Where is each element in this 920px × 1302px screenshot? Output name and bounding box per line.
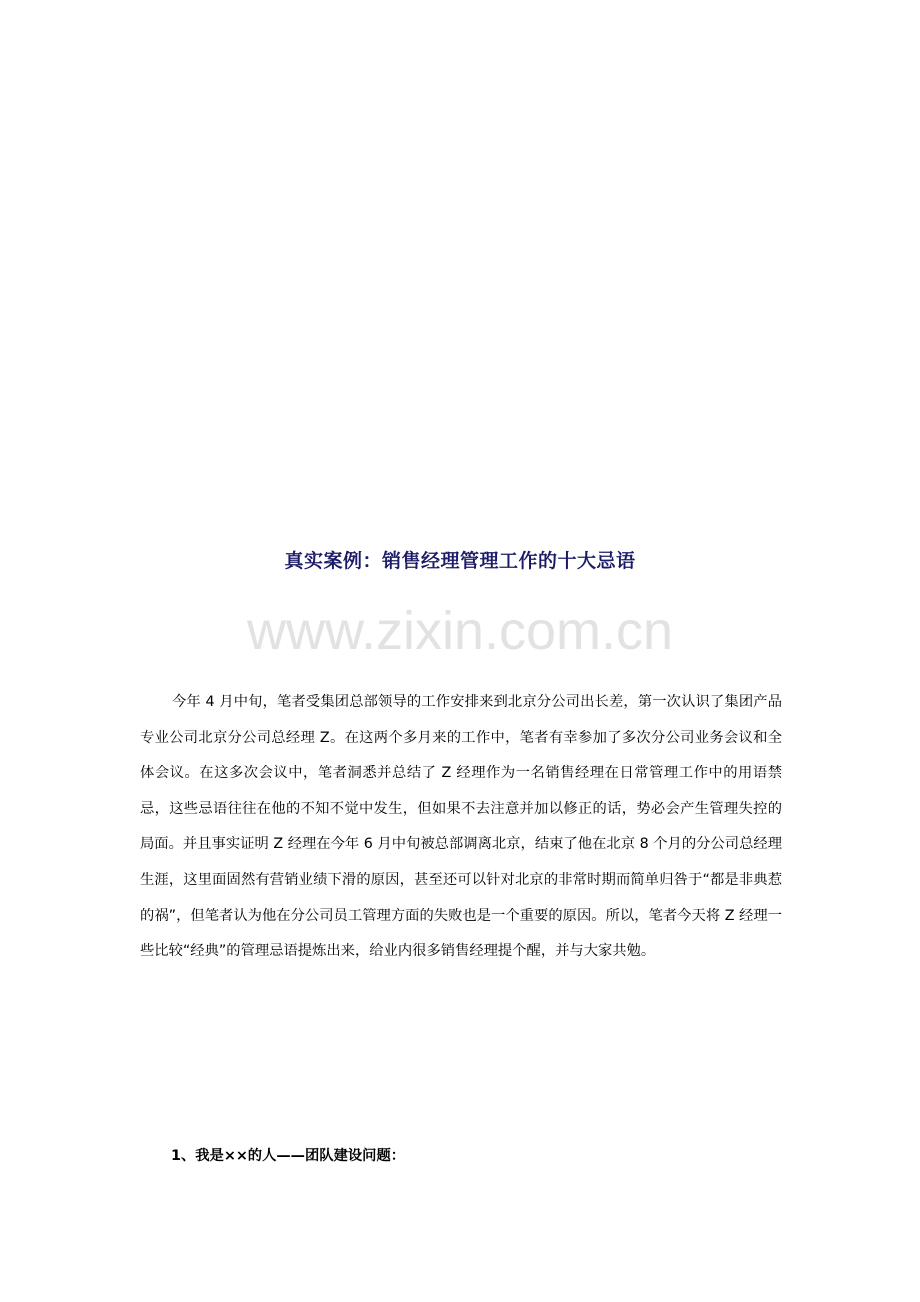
intro-paragraph: 今年 4 月中旬，笔者受集团总部领导的工作安排来到北京分公司出长差，第一次认识了集团产品专业公司北京分公司总经理 Z。在这两个多月来的工作中，笔者有幸参加了多次分公司业务会议和全体会议。在这多次会议中，笔者洞悉并总结了 Z 经理作为一名销售经理在日常管理工作中的用语禁忌，这些忌语往往在他的不知不觉中发生，但如果不去注意并加以修正的话，势必会产生管理失控的局面。并且事实证明 Z 经理在今年 6 月中旬被总部调离北京，结束了他在北京 8 个月的分公司总经理生涯，这里面固然有营销业绩下滑的原因，甚至还可以针对北京的非常时期而简单归咎于“都是非典惹的祸”，但笔者认为他在分公司员工管理方面的失败也是一个重要的原因。所以，笔者今天将 Z 经理一些比较“经典”的管理忌语提炼出来，给业内很多销售经理提个醒，并与大家共勉。 bbox=[140, 694, 782, 960]
watermark: www.zixin.com.cn bbox=[246, 601, 674, 661]
section-1-heading: 1、我是××的人——团队建设问题： bbox=[171, 1148, 406, 1164]
document-title: 真实案例：销售经理管理工作的十大忌语 bbox=[284, 550, 636, 572]
